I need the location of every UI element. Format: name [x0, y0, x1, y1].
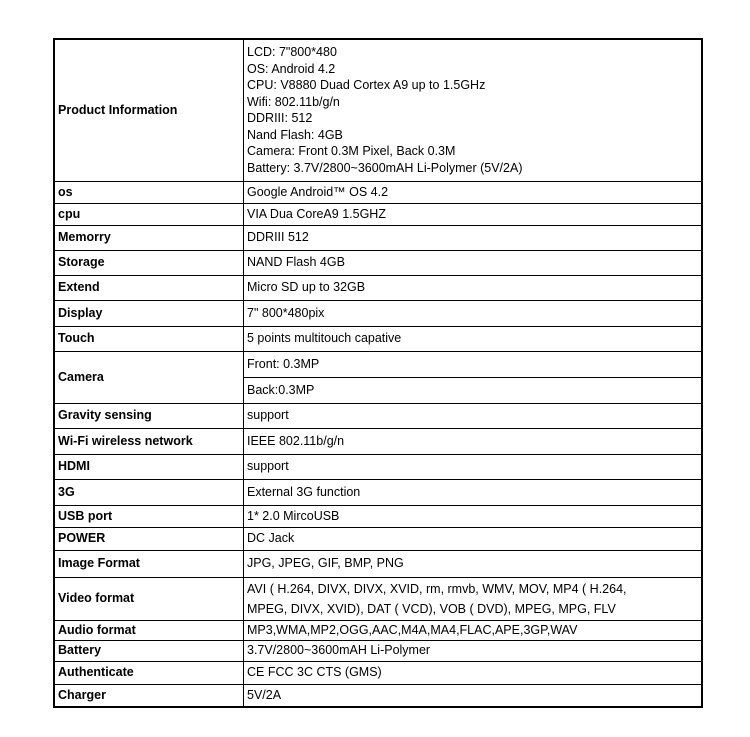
- spec-value: [244, 39, 703, 181]
- spec-value: [244, 620, 703, 640]
- spec-value: [244, 479, 703, 505]
- spec-value: [244, 527, 703, 550]
- spec-row: [54, 479, 702, 505]
- spec-value: [244, 454, 703, 479]
- spec-value-line: CE FCC 3C CTS (GMS): [247, 665, 382, 680]
- spec-value-line: 5V/2A: [247, 688, 282, 702]
- spec-label: cpu: [54, 203, 244, 225]
- spec-table-body: [54, 39, 702, 707]
- spec-value-line: MPEG, DIVX, XVID), DAT ( VCD), VOB ( DVD), MPEG, MPG, FLV: [247, 601, 616, 616]
- spec-value: [244, 225, 703, 250]
- spec-value-line: support: [247, 459, 289, 474]
- spec-value-line: MP3,WMA,MP2,OGG,AAC,M4A,MA4,FLAC,APE,3GP,WAV: [247, 622, 578, 637]
- spec-subvalue: Front: 0.3MP: [247, 356, 320, 371]
- spec-row: [54, 181, 702, 203]
- spec-label: Storage: [54, 250, 244, 275]
- spec-row: [54, 527, 702, 550]
- spec-value: [244, 550, 703, 577]
- spec-value: [244, 326, 703, 351]
- spec-value-line: DDRIII: 512: [247, 111, 313, 126]
- spec-value: [244, 300, 703, 326]
- spec-label: Display: [54, 300, 244, 326]
- spec-label: Image Format: [54, 550, 244, 577]
- spec-row: [54, 661, 702, 684]
- spec-value: [244, 203, 703, 225]
- spec-value-line: NAND Flash 4GB: [247, 255, 345, 270]
- spec-label: Gravity sensing: [54, 403, 244, 428]
- spec-value: [244, 640, 703, 661]
- spec-label: Memorry: [54, 225, 244, 250]
- spec-label: 3G: [54, 479, 244, 505]
- spec-row: [54, 300, 702, 326]
- spec-row: [54, 577, 702, 620]
- spec-row: [54, 203, 702, 225]
- spec-row: [54, 39, 702, 181]
- spec-label: os: [54, 181, 244, 203]
- spec-value-line: OS: Android 4.2: [247, 61, 336, 76]
- spec-value: [244, 403, 703, 428]
- spec-row: [54, 640, 702, 661]
- spec-value: [244, 577, 703, 620]
- spec-row: [54, 275, 702, 300]
- spec-row: [54, 505, 702, 527]
- spec-value: [244, 428, 703, 454]
- spec-label: Charger: [54, 684, 244, 707]
- spec-value-line: 3.7V/2800~3600mAH Li-Polymer: [247, 643, 431, 658]
- spec-row: [54, 684, 702, 707]
- spec-value-line: DC Jack: [247, 531, 295, 546]
- spec-value-line: Battery: 3.7V/2800~3600mAH Li-Polymer (5V/2A): [247, 160, 523, 175]
- spec-value-line: support: [247, 408, 289, 423]
- spec-label: Extend: [54, 275, 244, 300]
- spec-label: USB port: [54, 505, 244, 527]
- spec-table: [53, 38, 703, 708]
- spec-value-line: Micro SD up to 32GB: [247, 280, 366, 295]
- spec-value-line: 5 points multitouch capative: [247, 331, 402, 346]
- spec-value-line: Wifi: 802.11b/g/n: [247, 94, 340, 109]
- spec-value-line: IEEE 802.11b/g/n: [247, 433, 345, 448]
- spec-value-line: 1* 2.0 MircoUSB: [247, 508, 340, 523]
- spec-value: [244, 684, 703, 707]
- spec-value-line: External 3G function: [247, 484, 361, 499]
- spec-row: [54, 403, 702, 428]
- spec-label: Battery: [54, 640, 244, 661]
- spec-value: [244, 275, 703, 300]
- spec-value-line: 7" 800*480pix: [247, 305, 325, 320]
- spec-label: Audio format: [54, 620, 244, 640]
- spec-label: Camera: [54, 351, 244, 403]
- spec-row: [54, 250, 702, 275]
- spec-row: [54, 428, 702, 454]
- spec-value-line: JPG, JPEG, GIF, BMP, PNG: [247, 556, 404, 571]
- spec-label: POWER: [54, 527, 244, 550]
- spec-label: HDMI: [54, 454, 244, 479]
- spec-label: Video format: [54, 577, 244, 620]
- spec-value-line: LCD: 7"800*480: [247, 45, 337, 60]
- spec-row: [54, 351, 702, 403]
- spec-value: [244, 505, 703, 527]
- spec-value-line: Nand Flash: 4GB: [247, 127, 343, 142]
- spec-row: [54, 620, 702, 640]
- spec-value-line: DDRIII 512: [247, 230, 309, 245]
- spec-value-line: Camera: Front 0.3M Pixel, Back 0.3M: [247, 144, 456, 159]
- spec-label: Touch: [54, 326, 244, 351]
- spec-value: [244, 661, 703, 684]
- spec-value: [244, 181, 703, 203]
- spec-value-line: Google Android™ OS 4.2: [247, 184, 389, 199]
- spec-row: [54, 550, 702, 577]
- spec-subvalue: Back:0.3MP: [244, 377, 701, 403]
- spec-value: [244, 250, 703, 275]
- spec-row: [54, 326, 702, 351]
- spec-value: [244, 351, 703, 403]
- spec-row: [54, 225, 702, 250]
- spec-row: [54, 454, 702, 479]
- spec-value-line: CPU: V8880 Duad Cortex A9 up to 1.5GHz: [247, 78, 486, 93]
- spec-label: Authenticate: [54, 661, 244, 684]
- spec-value-line: AVI ( H.264, DIVX, DIVX, XVID, rm, rmvb, WMV, MOV, MP4 ( H.264,: [247, 581, 627, 596]
- spec-label: Wi-Fi wireless network: [54, 428, 244, 454]
- spec-value-line: VIA Dua CoreA9 1.5GHZ: [247, 206, 386, 221]
- spec-label: Product Information: [54, 39, 244, 181]
